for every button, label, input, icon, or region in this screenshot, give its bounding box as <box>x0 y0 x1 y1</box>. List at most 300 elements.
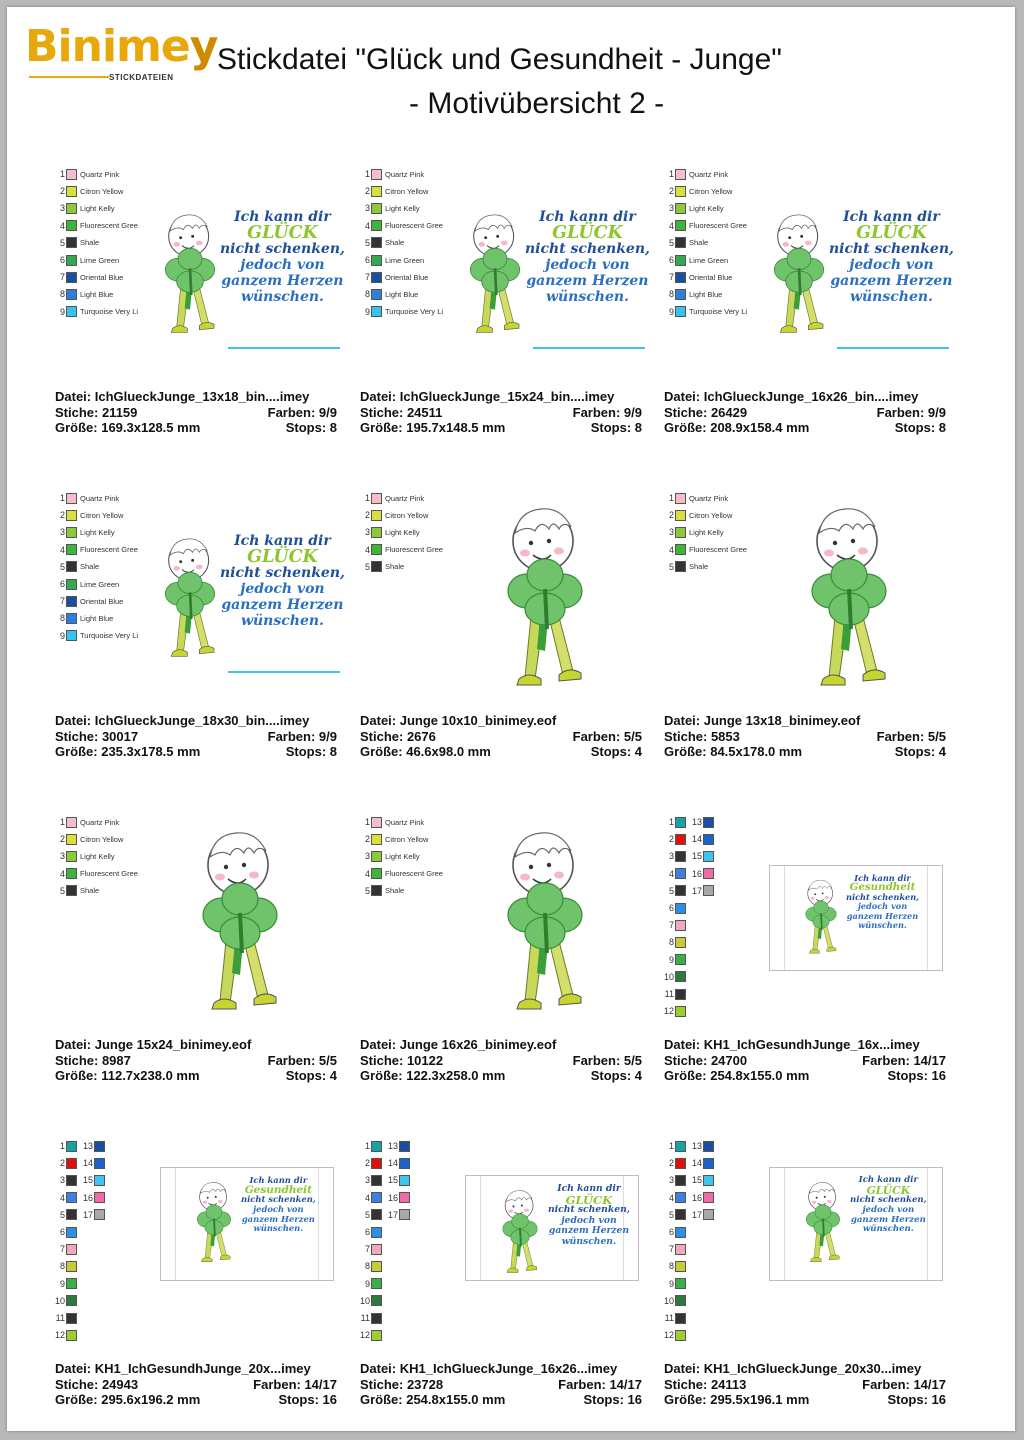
color-swatch <box>675 306 686 317</box>
legend-row: 8 <box>360 1259 385 1273</box>
legend-row: 2 14 <box>664 832 717 846</box>
color-swatch <box>675 868 686 879</box>
legend-row: 2 Citron Yellow <box>59 186 124 197</box>
color-swatch <box>66 544 77 555</box>
color-name: Fluorescent Gree <box>80 545 138 555</box>
hoop-frame <box>769 865 943 971</box>
color-swatch <box>371 289 382 300</box>
legend-row: 4 16 <box>664 867 717 881</box>
color-swatch <box>675 255 686 266</box>
quote-text <box>829 209 954 306</box>
color-swatch <box>371 1192 382 1203</box>
legend-row: 5 17 <box>360 1208 413 1222</box>
legend-row: 3 Light Kelly <box>668 527 724 538</box>
quote-text <box>220 209 345 306</box>
color-name: Quartz Pink <box>385 493 425 503</box>
stitch-count: Stiche: 2676 <box>360 728 436 744</box>
color-swatch <box>371 544 382 555</box>
legend-row: 4 16 <box>55 1191 108 1205</box>
motif-card <box>55 167 345 447</box>
color-count: Farben: 14/17 <box>862 1376 946 1392</box>
color-name: Citron Yellow <box>80 186 124 196</box>
quote-line: wünschen. <box>862 1224 914 1235</box>
color-swatch <box>66 834 77 845</box>
color-swatch <box>675 510 686 521</box>
file-info <box>55 1361 337 1408</box>
color-swatch <box>399 1175 410 1186</box>
color-swatch <box>675 971 686 982</box>
color-swatch <box>66 1295 77 1306</box>
color-swatch <box>675 817 686 828</box>
color-swatch <box>66 1209 77 1220</box>
page-title: Stickdatei "Glück und Gesundheit - Junge" <box>217 43 782 76</box>
color-name: Fluorescent Gree <box>80 869 138 879</box>
color-name: Light Kelly <box>80 203 115 213</box>
color-swatch <box>675 1244 686 1255</box>
color-swatch <box>675 920 686 931</box>
color-swatch <box>703 1209 714 1220</box>
color-swatch <box>675 169 686 180</box>
quote-line: nicht schenken, <box>220 241 345 258</box>
file-name: Datei: IchGlueckJunge_18x30_bin....imey <box>55 713 310 728</box>
color-name: Light Blue <box>689 289 723 299</box>
color-swatch <box>675 1295 686 1306</box>
color-swatch <box>371 1244 382 1255</box>
motif-card <box>664 1139 954 1419</box>
color-name: Turquoise Very Li <box>385 307 444 317</box>
motif-preview <box>150 531 345 676</box>
quote-line: nicht schenken, <box>846 891 920 902</box>
color-swatch <box>66 527 77 538</box>
stop-count: Stops: 4 <box>590 1068 642 1083</box>
legend-row: 4 Fluorescent Gree <box>59 544 138 555</box>
file-info <box>664 713 946 760</box>
color-swatch <box>675 1261 686 1272</box>
legend-row: 2 Citron Yellow <box>59 510 124 521</box>
color-count: Farben: 5/5 <box>572 1052 642 1068</box>
quote-line: GLÜCK <box>856 223 927 244</box>
color-swatch <box>371 510 382 521</box>
legend-row: 3 Light Kelly <box>59 851 115 862</box>
color-swatch <box>371 237 382 248</box>
file-name: Datei: KH1_IchGlueckJunge_20x30...imey <box>664 1361 922 1376</box>
color-swatch <box>371 527 382 538</box>
legend-row: 4 Fluorescent Gree <box>364 220 443 231</box>
file-name: Datei: KH1_IchGesundhJunge_16x...imey <box>664 1037 920 1052</box>
color-swatch <box>675 1192 686 1203</box>
legend-row: 2 Citron Yellow <box>364 834 429 845</box>
quote-line: Ich kann dir <box>843 209 940 225</box>
legend-row: 2 14 <box>55 1156 108 1170</box>
quote-line: ganzem Herzen <box>548 1225 630 1237</box>
legend-row: 3 15 <box>55 1173 108 1187</box>
color-name: Shale <box>80 886 100 896</box>
boy-figure <box>492 1186 548 1284</box>
color-swatch <box>371 868 382 879</box>
legend-row: 6 <box>664 901 689 915</box>
legend-row: 7 <box>664 918 689 932</box>
color-swatch <box>371 834 382 845</box>
color-name: Fluorescent Gree <box>385 545 443 555</box>
legend-row: 8 Light Blue <box>59 613 114 624</box>
legend-row: 10 <box>360 1294 385 1308</box>
legend-row: 5 17 <box>664 1208 717 1222</box>
quote-line: GLÜCK <box>247 223 318 244</box>
quote-line: wünschen. <box>240 613 324 630</box>
legend-row: 12 <box>664 1328 689 1342</box>
legend-row: 9 <box>664 953 689 967</box>
quote-line: wünschen. <box>561 1235 617 1247</box>
stitch-count: Stiche: 10122 <box>360 1052 444 1068</box>
stitch-count: Stiche: 8987 <box>55 1052 131 1068</box>
legend-row: 8 Light Blue <box>59 289 114 300</box>
stop-count: Stops: 4 <box>590 744 642 759</box>
overview-sheet <box>7 7 1015 1431</box>
color-count: Farben: 9/9 <box>267 728 337 744</box>
color-name: Fluorescent Gree <box>689 221 747 231</box>
legend-row: 1 13 <box>664 1139 717 1153</box>
stop-count: Stops: 4 <box>894 744 946 759</box>
legend-row: 1 13 <box>55 1139 108 1153</box>
motif-preview <box>150 207 345 352</box>
color-count: Farben: 14/17 <box>862 1052 946 1068</box>
legend-row: 4 Fluorescent Gree <box>364 868 443 879</box>
color-name: Citron Yellow <box>689 186 733 196</box>
color-name: Shale <box>80 238 100 248</box>
quote-line: ganzem Herzen <box>241 1213 315 1224</box>
color-name: Light Blue <box>385 289 419 299</box>
quote-line: Ich kann dir <box>234 209 331 225</box>
motif-preview <box>455 207 650 352</box>
legend-row: 5 17 <box>664 884 717 898</box>
quote-line: Gesundheit <box>244 1183 313 1196</box>
color-name: Quartz Pink <box>689 493 729 503</box>
color-swatch <box>675 1209 686 1220</box>
color-name: Fluorescent Gree <box>80 221 138 231</box>
legend-row: 9 <box>55 1277 80 1291</box>
hoop-frame <box>769 1167 943 1281</box>
quote-text <box>241 1176 316 1234</box>
legend-row: 2 Citron Yellow <box>668 510 733 521</box>
color-name: Light Blue <box>80 289 114 299</box>
legend-row: 1 Quartz Pink <box>59 169 120 179</box>
quote-line: GLÜCK <box>552 223 623 244</box>
color-swatch <box>371 851 382 862</box>
legend-row: 9 <box>664 1277 689 1291</box>
legend-row: 12 <box>664 1004 689 1018</box>
file-info <box>664 389 946 436</box>
legend-row: 5 Shale <box>364 561 405 572</box>
color-name: Shale <box>385 562 405 572</box>
file-name: Datei: KH1_IchGlueckJunge_16x26...imey <box>360 1361 618 1376</box>
legend-row: 6 <box>55 1225 80 1239</box>
design-size: Größe: 254.8x155.0 mm <box>360 1392 506 1407</box>
boy-figure <box>455 207 535 348</box>
file-name: Datei: KH1_IchGesundhJunge_20x...imey <box>55 1361 311 1376</box>
legend-row: 3 Light Kelly <box>59 527 115 538</box>
color-swatch <box>66 510 77 521</box>
color-swatch <box>371 885 382 896</box>
color-name: Lime Green <box>689 255 729 265</box>
stitch-count: Stiche: 24113 <box>664 1376 747 1392</box>
quote-text <box>525 209 650 306</box>
legend-row: 3 Light Kelly <box>364 203 420 214</box>
stitch-count: Stiche: 30017 <box>55 728 139 744</box>
color-name: Light Kelly <box>385 851 420 861</box>
color-name: Shale <box>385 238 405 248</box>
quote-line: wünschen. <box>849 289 933 306</box>
color-swatch <box>675 220 686 231</box>
stop-count: Stops: 8 <box>285 744 337 759</box>
legend-row: 1 13 <box>664 815 717 829</box>
color-swatch <box>66 1261 77 1272</box>
legend-row: 3 15 <box>664 849 717 863</box>
quote-line: Ich kann dir <box>858 1175 918 1185</box>
quote-line: jedoch von <box>240 257 325 274</box>
legend-row: 5 Shale <box>59 237 100 248</box>
color-swatch <box>66 1141 77 1152</box>
legend-row: 11 <box>55 1311 80 1325</box>
legend-row: 2 14 <box>664 1156 717 1170</box>
color-name: Light Kelly <box>80 851 115 861</box>
stop-count: Stops: 16 <box>887 1392 946 1407</box>
quote-text <box>850 1176 927 1235</box>
file-info <box>55 713 337 760</box>
color-swatch <box>94 1158 105 1169</box>
stitch-count: Stiche: 5853 <box>664 728 740 744</box>
legend-row: 2 14 <box>360 1156 413 1170</box>
color-name: Citron Yellow <box>80 834 124 844</box>
color-swatch <box>371 255 382 266</box>
motif-preview <box>759 207 954 352</box>
legend-row: 4 16 <box>360 1191 413 1205</box>
color-swatch <box>703 851 714 862</box>
quote-line: jedoch von <box>545 257 630 274</box>
quote-line: nicht schenken, <box>548 1204 630 1216</box>
color-name: Light Blue <box>80 613 114 623</box>
legend-row: 9 Turquoise Very Li <box>59 630 139 641</box>
design-size: Größe: 46.6x98.0 mm <box>360 744 491 759</box>
color-swatch <box>399 1158 410 1169</box>
color-swatch <box>703 1141 714 1152</box>
legend-row: 7 <box>664 1242 689 1256</box>
color-name: Oriental Blue <box>80 272 124 282</box>
legend-row: 9 Turquoise Very Li <box>668 306 748 317</box>
color-swatch <box>371 1227 382 1238</box>
color-swatch <box>675 1227 686 1238</box>
color-swatch <box>675 885 686 896</box>
motif-card <box>55 491 345 771</box>
stop-count: Stops: 8 <box>590 420 642 435</box>
quote-line: jedoch von <box>862 1204 915 1215</box>
stitch-count: Stiche: 24700 <box>664 1052 748 1068</box>
color-name: Lime Green <box>385 255 425 265</box>
color-name: Quartz Pink <box>689 169 729 179</box>
file-info <box>360 713 642 760</box>
legend-row: 4 Fluorescent Gree <box>668 544 747 555</box>
color-swatch <box>66 255 77 266</box>
color-swatch <box>66 237 77 248</box>
design-size: Größe: 295.6x196.2 mm <box>55 1392 201 1407</box>
legend-row: 10 <box>55 1294 80 1308</box>
color-swatch <box>675 1175 686 1186</box>
color-swatch <box>66 1330 77 1341</box>
quote-line: ganzem Herzen <box>221 273 344 290</box>
color-name: Light Kelly <box>80 527 115 537</box>
color-swatch <box>371 1209 382 1220</box>
color-swatch <box>66 579 77 590</box>
color-name: Fluorescent Gree <box>385 221 443 231</box>
file-name: Datei: Junge 15x24_binimey.eof <box>55 1037 252 1052</box>
color-name: Fluorescent Gree <box>385 869 443 879</box>
color-swatch <box>675 289 686 300</box>
design-size: Größe: 122.3x258.0 mm <box>360 1068 506 1083</box>
stop-count: Stops: 16 <box>887 1068 946 1083</box>
quote-line: GLÜCK <box>565 1192 613 1207</box>
legend-row: 7 Oriental Blue <box>59 596 124 607</box>
color-swatch <box>371 1295 382 1306</box>
legend-row: 4 Fluorescent Gree <box>364 544 443 555</box>
motif-card <box>55 815 345 1095</box>
legend-row: 1 Quartz Pink <box>364 817 425 827</box>
quote-line: Ich kann dir <box>249 1175 308 1185</box>
color-swatch <box>371 169 382 180</box>
color-name: Quartz Pink <box>80 817 120 827</box>
color-swatch <box>371 817 382 828</box>
color-swatch <box>66 1278 77 1289</box>
legend-row: 8 <box>664 1259 689 1273</box>
color-swatch <box>66 289 77 300</box>
color-swatch <box>66 1192 77 1203</box>
boy-figure <box>485 823 605 1028</box>
color-swatch <box>675 1313 686 1324</box>
color-swatch <box>371 306 382 317</box>
file-info <box>664 1361 946 1408</box>
color-swatch <box>675 851 686 862</box>
legend-row: 7 <box>55 1242 80 1256</box>
color-swatch <box>66 613 77 624</box>
design-size: Größe: 254.8x155.0 mm <box>664 1068 810 1083</box>
color-name: Shale <box>385 886 405 896</box>
quote-line: wünschen. <box>253 1223 304 1234</box>
color-count: Farben: 9/9 <box>572 404 642 420</box>
color-swatch <box>703 1175 714 1186</box>
quote-line: nicht schenken, <box>829 241 954 258</box>
legend-row: 5 Shale <box>59 561 100 572</box>
color-swatch <box>66 203 77 214</box>
quote-line: Ich kann dir <box>557 1183 621 1194</box>
color-swatch <box>94 1209 105 1220</box>
design-size: Größe: 195.7x148.5 mm <box>360 420 506 435</box>
color-swatch <box>66 561 77 572</box>
legend-row: 1 Quartz Pink <box>668 169 729 179</box>
color-swatch <box>66 817 77 828</box>
color-count: Farben: 14/17 <box>558 1376 642 1392</box>
color-swatch <box>675 544 686 555</box>
legend-row: 5 Shale <box>668 561 709 572</box>
legend-row: 9 Turquoise Very Li <box>364 306 444 317</box>
file-info <box>360 1037 642 1084</box>
color-count: Farben: 9/9 <box>876 404 946 420</box>
legend-row: 5 Shale <box>364 237 405 248</box>
legend-row: 6 <box>360 1225 385 1239</box>
quote-line: GLÜCK <box>247 547 318 568</box>
quote-line: wünschen. <box>545 289 629 306</box>
legend-row: 2 Citron Yellow <box>364 510 429 521</box>
color-name: Oriental Blue <box>385 272 429 282</box>
color-count: Farben: 5/5 <box>876 728 946 744</box>
color-swatch <box>371 203 382 214</box>
quote-line: ganzem Herzen <box>830 273 953 290</box>
legend-row: 1 Quartz Pink <box>668 493 729 503</box>
color-name: Light Kelly <box>689 203 724 213</box>
legend-row: 6 Lime Green <box>59 579 120 589</box>
color-swatch <box>66 493 77 504</box>
color-swatch <box>66 596 77 607</box>
color-count: Farben: 5/5 <box>267 1052 337 1068</box>
boy-figure <box>796 876 846 964</box>
motif-card <box>55 1139 345 1419</box>
color-name: Quartz Pink <box>385 817 425 827</box>
boy-figure <box>150 207 230 348</box>
quote-line: nicht schenken, <box>220 565 345 582</box>
boy-figure <box>150 531 230 672</box>
motif-card <box>360 167 650 447</box>
quote-line: Ich kann dir <box>539 209 636 225</box>
color-swatch <box>703 1192 714 1203</box>
color-swatch <box>371 1278 382 1289</box>
hoop-frame <box>465 1175 639 1281</box>
stitch-count: Stiche: 26429 <box>664 404 748 420</box>
legend-row: 1 Quartz Pink <box>59 493 120 503</box>
legend-row: 12 <box>360 1328 385 1342</box>
color-name: Citron Yellow <box>385 834 429 844</box>
legend-row: 2 Citron Yellow <box>668 186 733 197</box>
color-swatch <box>66 851 77 862</box>
quote-line: jedoch von <box>561 1214 617 1226</box>
stitch-count: Stiche: 24511 <box>360 404 443 420</box>
motif-card <box>664 167 954 447</box>
design-size: Größe: 235.3x178.5 mm <box>55 744 201 759</box>
quote-line: ganzem Herzen <box>846 910 919 921</box>
color-name: Oriental Blue <box>80 596 124 606</box>
legend-row: 2 Citron Yellow <box>59 834 124 845</box>
color-swatch <box>66 885 77 896</box>
color-swatch <box>675 186 686 197</box>
color-swatch <box>675 272 686 283</box>
legend-row: 3 15 <box>360 1173 413 1187</box>
stitch-count: Stiche: 23728 <box>360 1376 444 1392</box>
file-name: Datei: IchGlueckJunge_13x18_bin....imey <box>55 389 310 404</box>
color-swatch <box>399 1209 410 1220</box>
file-info <box>360 389 642 436</box>
file-info <box>664 1037 946 1084</box>
quote-line: jedoch von <box>857 901 908 912</box>
color-swatch <box>66 1227 77 1238</box>
stitch-count: Stiche: 24943 <box>55 1376 139 1392</box>
design-size: Größe: 112.7x238.0 mm <box>55 1068 200 1083</box>
color-swatch <box>66 1175 77 1186</box>
color-swatch <box>66 272 77 283</box>
legend-row: 8 <box>55 1259 80 1273</box>
color-name: Light Kelly <box>385 203 420 213</box>
color-count: Farben: 14/17 <box>253 1376 337 1392</box>
legend-row: 4 16 <box>664 1191 717 1205</box>
color-name: Shale <box>80 562 100 572</box>
color-swatch <box>66 868 77 879</box>
quote-line: wünschen. <box>240 289 324 306</box>
color-swatch <box>66 1244 77 1255</box>
